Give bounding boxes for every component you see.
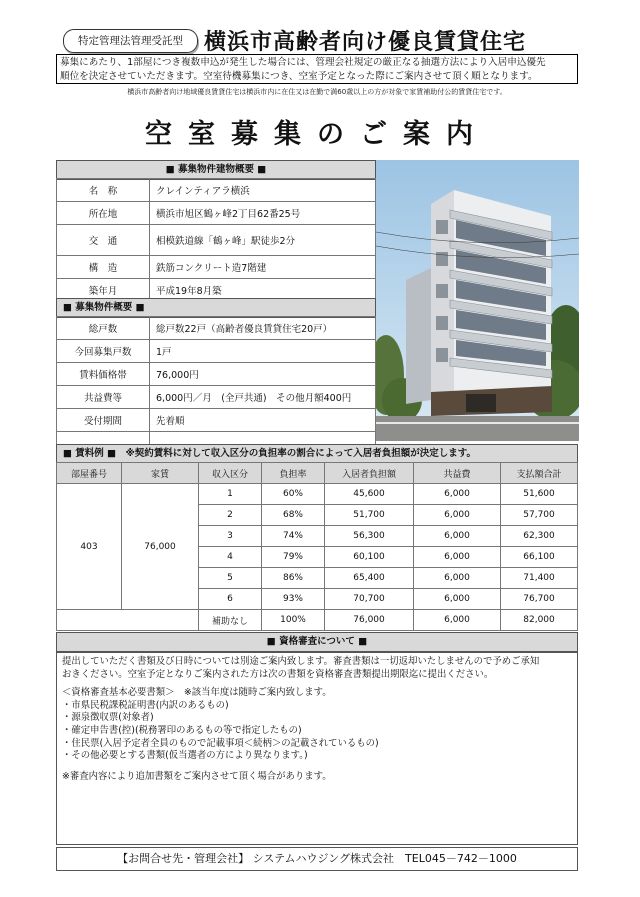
row-label: 交 通 [57,225,150,256]
tenant-burden-cell: 60,100 [325,547,414,568]
eligibility-note: 横浜市高齢者向け地域優良賃貸住宅は横浜市内に在住又は在勤で満60歳以上の方が対象で家賃補助付公的賃貸住宅です。 [127,88,507,96]
column-header: 負担率 [262,463,325,484]
room-number-cell: 403 [57,484,122,610]
table-row [57,363,376,386]
burden-rate-cell: 79% [262,547,325,568]
table-row [57,256,376,279]
note-line [62,763,572,771]
row-value: 総戸数22戸（高齢者優良賃貸住宅20戸） [150,317,376,340]
note-line: おきください。空室予定となりご案内された方は次の書類を資格審査書類提出期限迄に提出ください。 [62,668,494,680]
income-class-cell: 補助なし [199,610,262,631]
burden-rate-cell: 100% [262,610,325,631]
tenant-burden-cell: 65,400 [325,568,414,589]
table-row [57,484,578,505]
row-value: 6,000円／月 (全戸共通) その他月額400円 [150,386,376,409]
burden-rate-cell: 74% [262,526,325,547]
row-label: 今回募集戸数 [57,340,150,363]
empty-cell [57,610,199,631]
tenant-burden-cell: 76,000 [325,610,414,631]
vacancy-headline: 空室募集のご案内 [145,119,489,150]
row-label: 総戸数 [57,317,150,340]
page-title: 横浜市高齢者向け優良賃貸住宅 [204,30,527,55]
row-label: 名 称 [57,179,150,202]
tenant-burden-cell: 51,700 [325,505,414,526]
row-value: 横浜市旭区鶴ヶ峰2丁目62番25号 [150,202,376,225]
building-table [56,178,376,302]
row-value: クレインティアラ横浜 [150,179,376,202]
burden-rate-cell: 93% [262,589,325,610]
table-row [57,317,376,340]
intro-line: 順位を決定させていただきます。空室待機募集につき、空室予定となった際にご案内させて頂く順となります。 [60,71,538,82]
note-line: 提出していただく書類及び日時については別途ご案内致します。審査書類は一切返却いたしませんので予めご承知 [62,656,540,667]
table-row [57,179,376,202]
note-line: ・市県民税課税証明書(内訳のあるもの) [62,699,229,711]
review-notes [56,652,578,845]
building-photo [376,160,579,441]
common-fee-cell: 6,000 [414,505,501,526]
table-row [57,225,376,256]
income-class-cell: 1 [199,484,262,505]
row-label: 共益費等 [57,386,150,409]
table-row [57,340,376,363]
tenant-burden-cell: 45,600 [325,484,414,505]
total-cell: 51,600 [501,484,578,505]
income-class-cell: 4 [199,547,262,568]
note-line: ・住民票(入居予定者全員のもので記載事項＜続柄＞の記載されているもの) [62,737,379,749]
note-line: ・確定申告書(控)(税務署印のあるもの等で指定したもの) [62,724,302,736]
row-value: 相模鉄道線「鶴ヶ峰」駅徒歩2分 [150,225,376,256]
row-value: 1戸 [150,340,376,363]
burden-rate-cell: 60% [262,484,325,505]
intro-notice [56,54,578,84]
row-label: 賃料価格帯 [57,363,150,386]
table-header-row [57,463,578,484]
income-class-cell: 6 [199,589,262,610]
property-overview-heading: ■ 募集物件概要 ■ [56,298,376,318]
property-table [56,316,376,455]
row-value: 平成19年8月築 [150,279,376,302]
row-value: 先着順 [150,409,376,432]
management-type-badge: 特定管理法管理受託型 [63,29,198,53]
common-fee-cell: 6,000 [414,568,501,589]
tenant-burden-cell: 70,700 [325,589,414,610]
row-label: 所在地 [57,202,150,225]
burden-rate-cell: 86% [262,568,325,589]
column-header: 共益費 [414,463,501,484]
common-fee-cell: 6,000 [414,589,501,610]
row-label: 構 造 [57,256,150,279]
total-cell: 66,100 [501,547,578,568]
burden-rate-cell: 68% [262,505,325,526]
table-row [57,409,376,432]
common-fee-cell: 6,000 [414,547,501,568]
income-class-cell: 3 [199,526,262,547]
table-row [57,386,376,409]
tenant-burden-cell: 56,300 [325,526,414,547]
column-header: 入居者負担額 [325,463,414,484]
rent-cell: 76,000 [122,484,199,610]
intro-line: 募集にあたり、1部屋につき複数申込が発生した場合には、管理会社規定の厳正なる抽選方法により入居申込優先 [60,57,546,68]
total-cell: 76,700 [501,589,578,610]
note-line: ・その他必要とする書類(仮当選者の方により異なります。) [62,750,308,762]
row-label: 受付期間 [57,409,150,432]
qualification-review-heading: ■ 資格審査について ■ [56,632,578,652]
building-overview-heading: ■ 募集物件建物概要 ■ [56,160,376,180]
contact-info: 【お問合せ先・管理会社】 システムハウジング株式会社 TEL045－742－1000 [56,847,578,871]
row-label: 築年月 [57,279,150,302]
total-cell: 62,300 [501,526,578,547]
note-line: ＜資格審査基本必要書類＞ ※該当年度は随時ご案内致します。 [62,687,332,699]
note-line: ・源泉徴収票(対象者) [62,712,154,724]
rent-example-heading: ■ 賃料例 ■ ※契約賃料に対して収入区分の負担率の割合によって入居者負担額が決定します。 [56,444,578,464]
column-header: 部屋番号 [57,463,122,484]
column-header: 支払額合計 [501,463,578,484]
table-row [57,610,578,631]
rent-table [56,462,578,631]
note-line: ※審査内容により追加書類をご案内させて頂く場合があります。 [62,770,332,782]
common-fee-cell: 6,000 [414,610,501,631]
common-fee-cell: 6,000 [414,526,501,547]
row-value: 鉄筋コンクリート造7階建 [150,256,376,279]
income-class-cell: 2 [199,505,262,526]
column-header: 家賃 [122,463,199,484]
total-cell: 82,000 [501,610,578,631]
income-class-cell: 5 [199,568,262,589]
column-header: 収入区分 [199,463,262,484]
total-cell: 57,700 [501,505,578,526]
total-cell: 71,400 [501,568,578,589]
row-value: 76,000円 [150,363,376,386]
common-fee-cell: 6,000 [414,484,501,505]
table-row [57,202,376,225]
